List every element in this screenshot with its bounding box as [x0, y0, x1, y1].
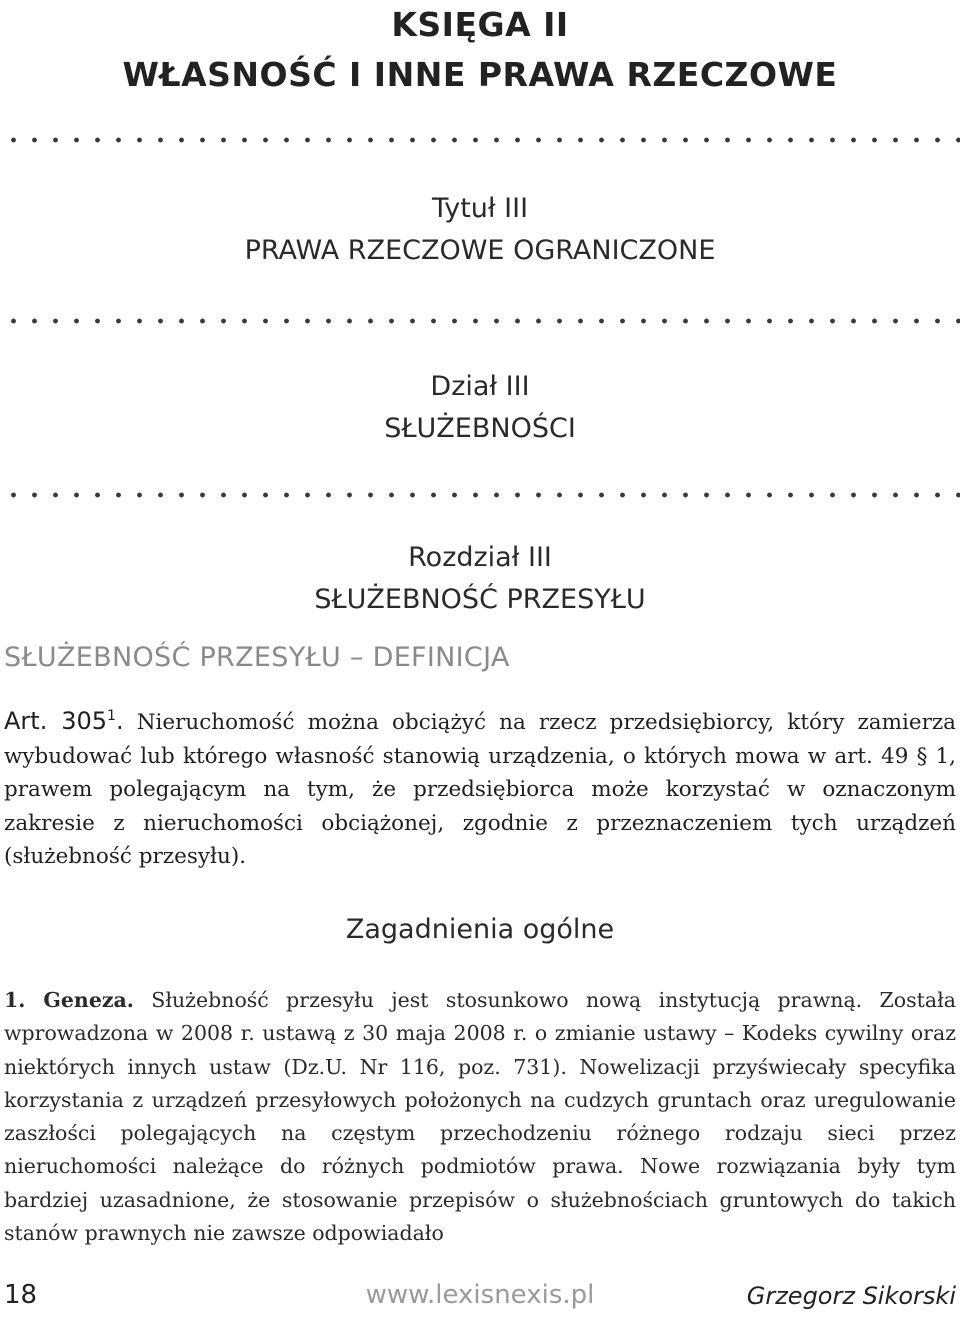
dotted-separator — [0, 318, 960, 324]
article-superscript: 1 — [107, 708, 116, 724]
title-heading-line-1: Tytuł III — [431, 193, 529, 224]
division-heading-line-2: SŁUŻEBNOŚCI — [384, 413, 576, 444]
website-link[interactable]: www.lexisnexis.pl — [365, 1280, 595, 1310]
division-heading — [0, 366, 960, 450]
title-heading-line-2: PRAWA RZECZOWE OGRANICZONE — [244, 235, 716, 266]
chapter-heading — [0, 537, 960, 621]
section-label: SŁUŻEBNOŚĆ PRZESYŁU – DEFINICJA — [4, 642, 510, 673]
article-305-1 — [4, 700, 956, 874]
dotted-separator — [0, 492, 960, 498]
chapter-heading-line-2: SŁUŻEBNOŚĆ PRZESYŁU — [314, 584, 646, 615]
book-title-line-1: KSIĘGA II — [391, 5, 569, 44]
article-number: Art. $305^1$. — [4, 707, 124, 735]
title-heading — [0, 188, 960, 272]
book-title-line-2: WŁASNOŚĆ I INNE PRAWA RZECZOWE — [122, 55, 838, 94]
division-heading-line-1: Dział III — [430, 371, 530, 402]
paragraph-text: Służebność przesyłu jest stosunkowo nową instytucją prawną. Została wprowadzona w 2008 r. ustawą z 30 maja 2008 r. o zmianie ustawy – Kodeks cywilny oraz niektórych innych ustaw (Dz.U. Nr 116, poz. 731). Nowelizacji przyświecały specyfika korzystania z urządzeń przesyłowych położonych na cudzych gruntach oraz uregulowanie zaszłości polegających na częstym przechodzeniu różnego rodzaju sieci przez nieruchomości należące do różnych podmiotów prawa. Nowe rozwiązania były tym bardziej uzasadnione, że stosowanie przepisów o służebnościach gruntowych do takich stanów prawnych nie zawsze odpowiadało — [4, 988, 956, 1246]
chapter-heading-line-1: Rozdział III — [408, 542, 552, 573]
dotted-separator — [0, 137, 960, 143]
paragraph-1 — [4, 984, 956, 1250]
paragraph-lead: 1. Geneza. — [4, 988, 134, 1012]
book-title — [0, 0, 960, 100]
article-text: Nieruchomość można obciążyć na rzecz przedsiębiorcy, który zamierza wybudować lub którego własność stanowią urządzenia, o których mowa w art. 49 § 1, prawem polegającym na tym, że przedsiębiorca może korzystać w oznaczonym zakresie z nieruchomości obciążonej, zgodnie z przeznaczeniem tych urządzeń (służebność przesyłu). — [4, 710, 957, 869]
author-name: Grzegorz Sikorski — [746, 1282, 956, 1310]
page-number: 18 — [4, 1280, 38, 1310]
general-heading: Zagadnienia ogólne — [345, 914, 615, 945]
